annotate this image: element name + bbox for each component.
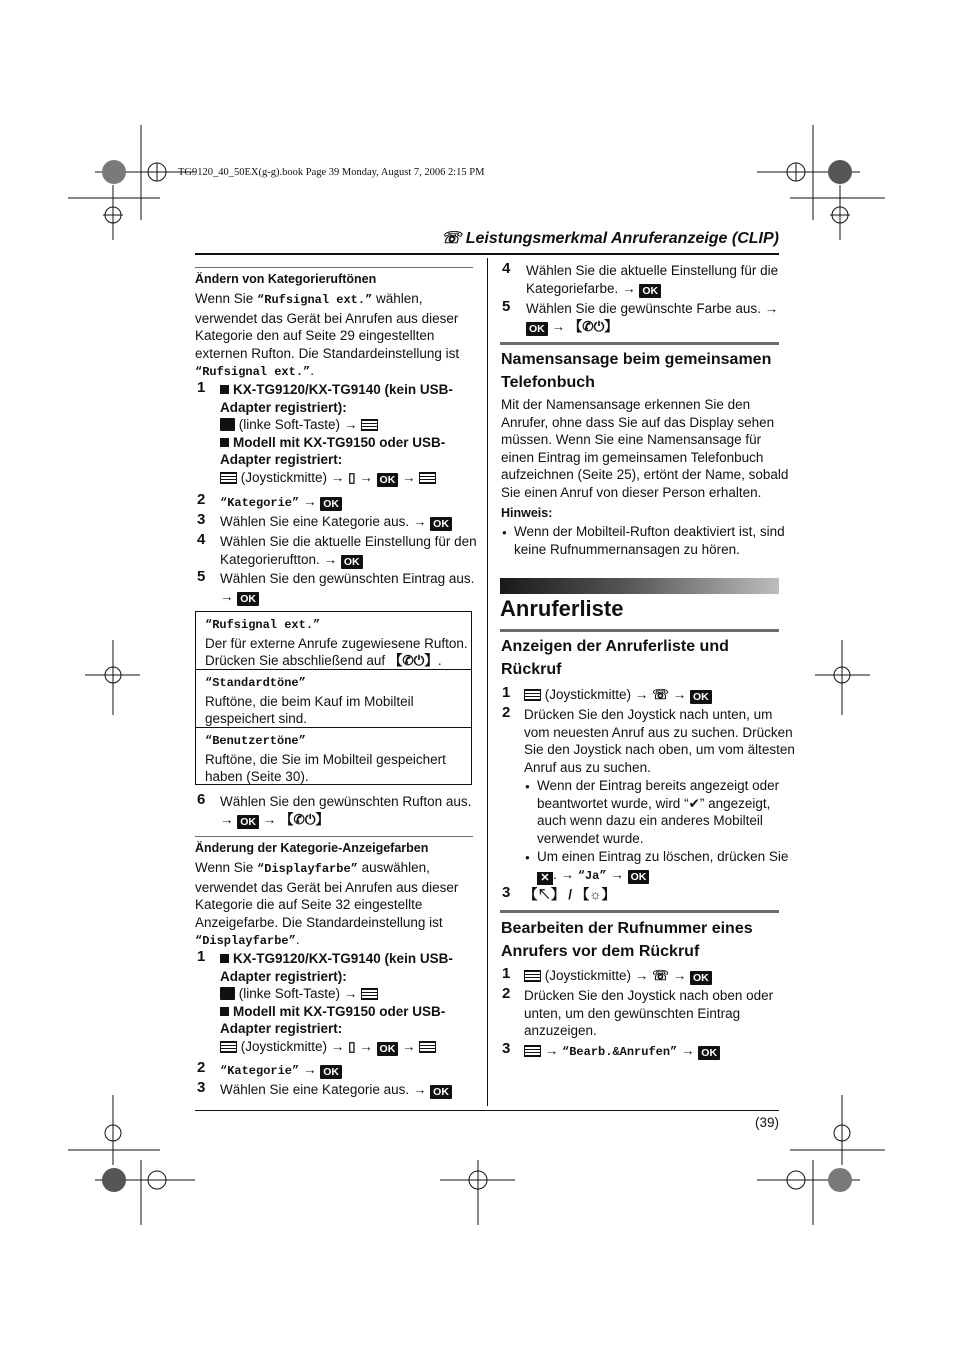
square-bullet-icon <box>220 385 229 394</box>
edit-step-3 <box>524 1042 720 1062</box>
step-2 <box>220 493 342 513</box>
step-text: Drücken Sie den Joystick nach oben oder <box>524 988 774 1003</box>
intro-text: . <box>295 932 300 948</box>
arrow-icon: → <box>672 687 687 702</box>
bullet-text: auch wenn dazu ein anderes Mobilteil <box>537 813 763 829</box>
bullet-text: Um einen Eintrag zu löschen, drücken Sie <box>537 849 789 864</box>
arrow-icon: → <box>412 514 427 529</box>
off-key-icon: 【✆⏻】 <box>280 811 330 827</box>
step-text: Wählen Sie den gewünschten Rufton aus. <box>220 794 472 809</box>
step-text: Wählen Sie den gewünschten Eintrag aus. <box>220 571 475 586</box>
body-line: aufzeichnen (Seite 25), ertönt der Name, sobald <box>501 467 789 483</box>
running-title <box>441 228 779 248</box>
list-step-1 <box>524 686 712 704</box>
step-5 <box>220 570 474 606</box>
ok-key-icon: OK <box>628 870 650 884</box>
namensansage-heading <box>501 348 771 394</box>
step-4 <box>220 533 477 569</box>
step-1 <box>220 950 453 1056</box>
step-number: 2 <box>197 1059 206 1076</box>
menu-icon <box>361 419 378 431</box>
ok-key-icon: OK <box>320 1065 342 1079</box>
option-text: Ruftöne, die Sie im Mobilteil gespeichert <box>205 751 446 767</box>
step-number: 3 <box>197 511 206 528</box>
soft-key-icon <box>220 987 235 1000</box>
heading-line: Anrufers vor dem Rückruf <box>501 943 700 960</box>
step-text: Anruf aus zu suchen. <box>524 759 651 775</box>
ok-key-icon: OK <box>639 284 661 298</box>
ok-key-icon: OK <box>320 497 342 511</box>
step-1 <box>220 381 453 487</box>
square-bullet-icon <box>220 954 229 963</box>
step-text: anzuzeigen. <box>524 1023 597 1039</box>
edit-step-2 <box>524 987 773 1040</box>
edit-step-1 <box>524 967 712 985</box>
option-text: Ruftöne, die beim Kauf im Mobilteil <box>205 693 414 709</box>
arrow-icon: → <box>764 301 779 316</box>
menu-icon <box>524 689 541 701</box>
step-text: (linke Soft-Taste) <box>238 986 341 1002</box>
kat-farbe-intro <box>195 859 475 951</box>
ok-key-icon: OK <box>430 1085 452 1099</box>
section-rule <box>195 267 473 268</box>
option-row: “Rufsignal ext.” Der für externe Anrufe zugewiesene Rufton. Drücken Sie abschließend auf 【✆⏻】. <box>195 611 472 669</box>
menu-icon <box>524 1045 541 1057</box>
caller-id-icon: ☏ <box>441 230 466 247</box>
ok-key-icon: OK <box>341 555 363 569</box>
option-text: haben (Seite 30). <box>205 769 309 785</box>
step-number: 2 <box>502 704 511 721</box>
heading-line: Telefonbuch <box>501 374 595 391</box>
off-key-icon: 【✆⏻】 <box>568 318 618 334</box>
bullet-item: Um einen Eintrag zu löschen, drücken Sie ✕ . → “Ja” → OK <box>537 849 789 884</box>
section-rule <box>500 629 779 632</box>
chapter-bar <box>500 578 779 594</box>
step-number: 4 <box>502 260 511 277</box>
category-icon: ▯ <box>348 469 356 485</box>
bullet-text: Wenn der Eintrag bereits angezeigt oder <box>537 778 780 793</box>
bearbeiten-heading <box>501 917 753 963</box>
step-text: Kategoriefarbe. <box>526 280 619 296</box>
arrow-icon: → <box>634 687 649 702</box>
menu-icon <box>220 472 237 484</box>
step-number: 2 <box>502 985 511 1002</box>
body-line: Anrufer, ohne dass Sie auf das Display sehen <box>501 414 775 430</box>
model-title: KX-TG9120/KX-TG9140 (kein USB- <box>233 382 453 397</box>
chapter-title: Anruferliste <box>500 596 624 621</box>
step-number: 6 <box>197 791 206 808</box>
intro-code: “Displayfarbe” <box>195 934 296 949</box>
caller-list-icon: ☏ <box>652 968 669 983</box>
model-title: Modell mit KX-TG9150 oder USB- <box>233 1003 446 1019</box>
step-text: vom neuesten Anruf aus zu suchen. Drücken <box>524 724 793 740</box>
intro-text: wählen, <box>372 291 423 306</box>
arrow-icon: → <box>402 1038 416 1054</box>
body-line: einen Eintrag im gemeinsamen Telefonbuch <box>501 449 764 465</box>
print-header: TG9120_40_50EX(g-g).book Page 39 Monday, August 7, 2006 2:15 PM <box>178 167 485 178</box>
body-line: Sie einen Anruf von dieser Person erhalten. <box>501 484 762 500</box>
arrow-icon: → <box>622 280 636 296</box>
ok-key-icon: OK <box>430 517 452 531</box>
page-number: (39) <box>754 1115 779 1130</box>
step-number: 3 <box>502 884 511 901</box>
intro-code: “Rufsignal ext.” <box>195 365 311 380</box>
menu-icon <box>220 1041 237 1053</box>
heading-line: Bearbeiten der Rufnummer eines <box>501 920 753 937</box>
step-number: 1 <box>502 684 511 701</box>
intro-code: “Displayfarbe” <box>257 862 358 876</box>
arrow-icon: → <box>402 469 416 485</box>
option-text: Drücken Sie abschließend auf <box>205 653 386 669</box>
caller-list-icon: ☏ <box>652 687 669 702</box>
step-text: (Joystickmitte) <box>240 1038 328 1054</box>
bullet-text: verwendet wurde. <box>537 830 644 846</box>
step-text: Sie den Joystick nach oben, um vom ältesten <box>524 742 795 758</box>
step-number: 4 <box>197 531 206 548</box>
step-number: 3 <box>197 1079 206 1096</box>
section-rule <box>195 836 473 837</box>
step-number: 2 <box>197 491 206 508</box>
arrow-icon: → <box>681 1043 695 1058</box>
arrow-icon: → <box>560 866 575 882</box>
arrow-icon: → <box>220 811 234 827</box>
ok-key-icon: OK <box>377 1042 399 1056</box>
step-4 <box>526 262 778 298</box>
arrow-icon: → <box>220 588 234 604</box>
talk-key-icon: 【↖】 <box>524 887 565 902</box>
option-code: “Benutzertöne” <box>205 734 306 748</box>
list-step-2 <box>524 706 795 776</box>
step-number: 1 <box>197 948 206 965</box>
option-code: “Standardtöne” <box>205 676 306 690</box>
model-title: KX-TG9120/KX-TG9140 (kein USB- <box>233 951 453 966</box>
arrow-icon: → <box>634 968 649 983</box>
step-number: 3 <box>502 1040 511 1057</box>
option-text: gespeichert sind. <box>205 711 308 727</box>
menu-icon <box>361 988 378 1000</box>
model-title: Adapter registriert: <box>220 1021 343 1037</box>
kat-ruf-intro <box>195 290 475 382</box>
arrow-icon: → <box>302 1062 317 1077</box>
footer-rule <box>195 1110 779 1111</box>
arrow-icon: → <box>412 1082 427 1097</box>
menu-icon <box>419 472 436 484</box>
arrow-icon: → <box>343 417 358 433</box>
step-2 <box>220 1061 342 1081</box>
arrow-icon: → <box>330 1038 345 1054</box>
ok-key-icon: OK <box>698 1046 720 1060</box>
body-line: Mit der Namensansage erkennen Sie den <box>501 397 751 412</box>
ok-key-icon: OK <box>690 971 712 985</box>
step-text: (linke Soft-Taste) <box>238 417 341 433</box>
arrow-icon: → <box>343 986 358 1002</box>
ok-key-icon: OK <box>377 473 399 487</box>
intro-text: Wenn Sie <box>195 291 258 306</box>
column-divider <box>487 258 488 1106</box>
kat-farbe-heading: Änderung der Kategorie-Anzeigefarben <box>195 841 429 855</box>
step-code: “Kategorie” <box>220 1064 300 1078</box>
off-key-icon: 【✆⏻】 <box>388 653 438 669</box>
intro-text: auswählen, <box>357 860 430 875</box>
step-code: “Kategorie” <box>220 496 300 510</box>
model-title: Modell mit KX-TG9150 oder USB- <box>233 434 446 450</box>
model-title: Adapter registriert): <box>220 399 347 415</box>
ok-key-icon: OK <box>690 690 712 704</box>
model-title: Adapter registriert: <box>220 452 343 468</box>
hinweis-note <box>514 523 785 558</box>
note-line: Wenn der Mobilteil-Rufton deaktiviert ist, sind <box>514 524 785 539</box>
model-title: Adapter registriert): <box>220 968 347 984</box>
arrow-icon: → <box>672 968 687 983</box>
step-number: 5 <box>502 298 511 315</box>
arrow-icon: → <box>302 494 317 509</box>
step-text: (Joystickmitte) <box>240 469 328 485</box>
arrow-icon: → <box>262 811 277 827</box>
ok-key-icon: OK <box>526 322 548 336</box>
arrow-icon: → <box>544 1043 559 1058</box>
intro-line: externen Rufton. Die Standardeinstellung ist <box>195 345 460 361</box>
step-text: unten, um den gewünschten Eintrag <box>524 1005 741 1021</box>
arrow-icon: → <box>359 469 373 485</box>
list-step-3: 【↖】 / 【☼】 <box>524 887 616 902</box>
bullet-item <box>537 777 779 847</box>
step-text: Kategorieruftton. <box>220 551 320 567</box>
intro-line: Kategorie die auf Seite 32 eingestellte <box>195 897 423 913</box>
intro-text: . <box>310 363 314 379</box>
hinweis-label: Hinweis: <box>501 506 553 520</box>
arrow-icon: → <box>551 318 566 334</box>
arrow-icon: → <box>359 1038 373 1054</box>
body-line: müssen. Wenn Sie eine Namensansage für <box>501 432 762 448</box>
section-rule <box>500 342 779 345</box>
speaker-key-icon: 【☼】 <box>575 887 616 902</box>
menu-icon <box>419 1041 436 1053</box>
intro-line: verwendet das Gerät bei Anrufen aus dieser <box>195 879 459 895</box>
soft-key-icon <box>220 418 235 431</box>
step-text: (Joystickmitte) <box>544 968 632 983</box>
step-number: 1 <box>502 965 511 982</box>
heading-line: Namensansage beim gemeinsamen <box>501 351 772 368</box>
namensansage-body <box>501 396 788 502</box>
step-text: Wählen Sie eine Kategorie aus. <box>220 1082 410 1097</box>
option-text: Der für externe Anrufe zugewiesene Rufton. <box>205 635 468 651</box>
step-6 <box>220 793 471 829</box>
anzeigen-heading <box>501 635 729 681</box>
ok-key-icon: OK <box>237 815 259 829</box>
heading-line: Anzeigen der Anruferliste und <box>501 638 729 655</box>
intro-text: Wenn Sie <box>195 860 258 875</box>
step-text: Wählen Sie die gewünschte Farbe aus. <box>526 301 761 316</box>
square-bullet-icon <box>220 438 229 447</box>
intro-line: verwendet das Gerät bei Anrufen aus dieser <box>195 310 459 326</box>
delete-key-icon: ✕ <box>537 872 553 885</box>
option-code: “Rufsignal ext.” <box>205 618 321 632</box>
step-3 <box>220 1081 452 1099</box>
option-row <box>195 727 472 785</box>
step-text: Wählen Sie die aktuelle Einstellung für den <box>220 534 477 549</box>
note-line: keine Rufnummernansagen zu hören. <box>514 541 740 557</box>
square-bullet-icon <box>220 1007 229 1016</box>
category-icon: ▯ <box>348 1038 356 1054</box>
header-rule <box>195 253 779 255</box>
step-text: Wählen Sie die aktuelle Einstellung für die <box>526 263 779 278</box>
arrow-icon: → <box>323 551 338 567</box>
step-text: Wählen Sie eine Kategorie aus. <box>220 514 410 529</box>
arrow-icon: → <box>610 866 624 882</box>
ok-key-icon: OK <box>237 592 259 606</box>
step-5 <box>526 300 778 336</box>
step-code: “Ja” <box>577 868 607 883</box>
menu-icon <box>524 970 541 982</box>
intro-code: “Rufsignal ext.” <box>257 293 373 307</box>
arrow-icon: → <box>330 469 345 485</box>
heading-line: Rückruf <box>501 661 562 678</box>
option-row <box>195 669 472 727</box>
intro-line: Anzeigefarbe. Die Standardeinstellung ist <box>195 914 443 930</box>
step-text: (Joystickmitte) <box>544 687 632 702</box>
bullet-text: beantwortet wurde, wird “✔” angezeigt, <box>537 795 771 811</box>
running-title-text: Leistungsmerkmal Anruferanzeige (CLIP) <box>465 230 779 247</box>
step-number: 1 <box>197 379 206 396</box>
step-3 <box>220 513 452 531</box>
step-code: “Bearb.&Anrufen” <box>562 1045 678 1059</box>
section-rule <box>500 910 779 913</box>
step-text: Drücken Sie den Joystick nach unten, um <box>524 707 773 722</box>
step-number: 5 <box>197 568 206 585</box>
intro-line: Kategorie den auf Seite 29 eingestellten <box>195 328 435 344</box>
kat-ruf-heading: Ändern von Kategorieruftönen <box>195 272 377 286</box>
